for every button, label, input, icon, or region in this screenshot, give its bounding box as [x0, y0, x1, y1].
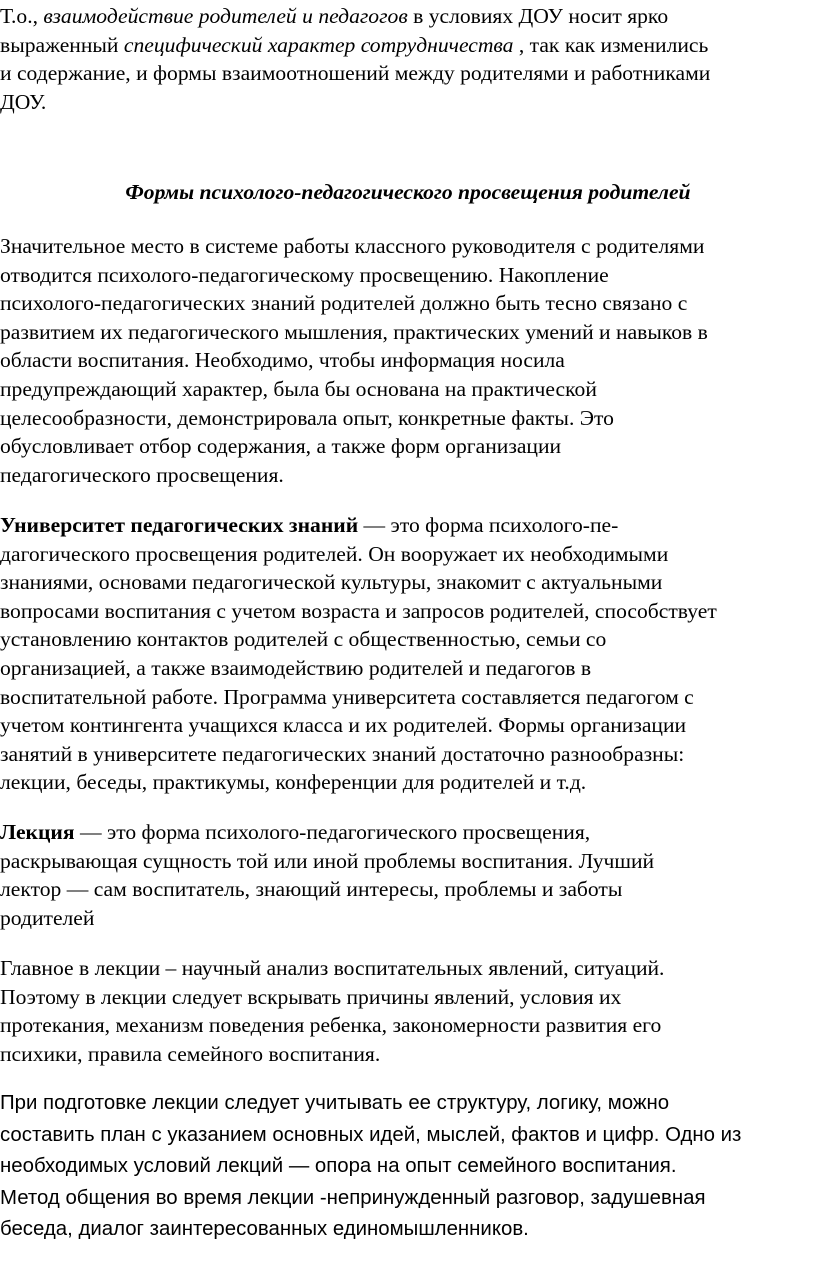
paragraph-line: целесообразности, демонстрировала опыт, конкретные факты. Это	[0, 405, 614, 430]
paragraph-lecture-main	[0, 954, 816, 1068]
paragraph-line: необходимых условий лекций — опора на опыт семейного воспитания.	[0, 1155, 677, 1178]
intro-paragraph	[0, 2, 816, 116]
paragraph-line: Лекция — это форма психолого-педагогического просвещения,	[0, 820, 591, 844]
paragraph-line: дагогического просвещения родителей. Он вооружает их необходимыми	[0, 541, 669, 566]
paragraph-line: Университет педагогических знаний — это форма психолого-пе-	[0, 513, 619, 537]
paragraph-line: Главное в лекции – научный анализ воспитательных явлений, ситуаций.	[0, 956, 665, 980]
intro-line: и содержание, и формы взаимоотношений между родителями и работниками	[0, 61, 711, 86]
intro-italic-phrase-1: взаимодействие родителей и педагогов	[43, 4, 408, 28]
paragraph-line: родителей	[0, 905, 95, 930]
paragraph-line: установлению контактов родителей с общественностью, семьи со	[0, 627, 607, 652]
paragraph-line: беседа, диалог заинтересованных единомышленников.	[0, 1218, 529, 1241]
paragraph-line: лектор — сам воспитатель, знающий интересы, проблемы и заботы	[0, 877, 623, 902]
paragraph-line: психики, правила семейного воспитания.	[0, 1041, 381, 1066]
paragraph-line: вопросами воспитания с учетом возраста и запросов родителей, способствует	[0, 598, 717, 623]
paragraph-line: предупреждающий характер, была бы основана на практической	[0, 376, 597, 401]
paragraph-line: Поэтому в лекции следует вскрывать причины явлений, условия их	[0, 984, 622, 1009]
paragraph-lecture-prep	[0, 1088, 816, 1246]
paragraph-line: раскрывающая сущность той или иной проблемы воспитания. Лучший	[0, 848, 655, 873]
paragraph-line: воспитательной работе. Программа университета составляется педагогом с	[0, 684, 694, 709]
paragraph-line: области воспитания. Необходимо, чтобы информация носила	[0, 348, 565, 373]
section-heading: Формы психолого-педагогического просвещения родителей	[125, 180, 691, 204]
paragraph-line: занятий в университете педагогических знаний достаточно разнообразны:	[0, 741, 685, 766]
intro-italic-phrase-2: специфический характер сотрудничества	[123, 32, 514, 57]
paragraph-line: учетом контингента учащихся класса и их родителей. Формы организации	[0, 713, 687, 738]
intro-line: Т.о., взаимодействие родителей и педагогов в условиях ДОУ носит ярко	[0, 4, 669, 28]
paragraph-line: психолого-педагогических знаний родителей должно быть тесно связано с	[0, 291, 688, 316]
paragraph-line: организацией, а также взаимодействию родителей и педагогов в	[0, 655, 592, 680]
paragraph-line: знаниями, основами педагогической культуры, знакомит с актуальными	[0, 570, 663, 595]
paragraph-line: педагогического просвещения.	[0, 462, 284, 487]
paragraph-line: При подготовке лекции следует учитывать ее структуру, логику, можно	[0, 1092, 670, 1114]
paragraph-line: протекания, механизм поведения ребенка, закономерности развития его	[0, 1013, 662, 1038]
paragraph-line: Метод общения во время лекции -непринужденный разговор, задушевная	[0, 1186, 706, 1209]
paragraph-line: составить план с указанием основных идей, мыслей, фактов и цифр. Одно из	[0, 1123, 742, 1146]
paragraph-line: отводится психолого-педагогическому просвещению. Накопление	[0, 262, 609, 287]
paragraph-line: Значительное место в системе работы классного руководителя с родителями	[0, 234, 705, 258]
paragraph-line: обусловливает отбор содержания, а также форм организации	[0, 434, 562, 459]
paragraph-lecture	[0, 818, 816, 932]
paragraph-university	[0, 511, 816, 797]
paragraph-line: лекции, беседы, практикумы, конференции для родителей и т.д.	[0, 770, 587, 795]
term-lecture: Лекция	[0, 820, 75, 844]
intro-line: ДОУ.	[0, 89, 47, 114]
intro-line: выраженный специфический характер сотрудничества , так как изменились	[0, 32, 709, 57]
term-university: Университет педагогических знаний	[0, 513, 359, 537]
paragraph-psych-education	[0, 232, 816, 489]
paragraph-line: развитием их педагогического мышления, практических умений и навыков в	[0, 319, 708, 344]
